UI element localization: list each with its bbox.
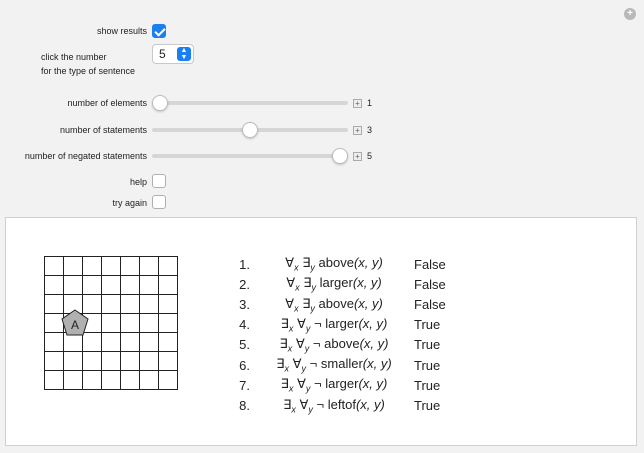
statement-row	[224, 335, 446, 355]
grid-cell	[121, 333, 140, 352]
grid-cell	[64, 371, 83, 390]
grid-cell	[83, 257, 102, 276]
grid-cell	[159, 314, 178, 333]
num-elements-row	[0, 96, 644, 110]
grid-cell	[159, 352, 178, 371]
num-statements-row	[0, 123, 644, 137]
try-again-checkbox[interactable]	[152, 195, 166, 209]
grid-cell	[121, 371, 140, 390]
statement-row	[224, 274, 446, 294]
statement-number: 2.	[239, 276, 250, 292]
sentence-type-row	[0, 0, 644, 80]
grid-cell	[140, 371, 159, 390]
num-negated-slider-thumb[interactable]	[332, 148, 348, 164]
sentence-type-select[interactable]	[152, 44, 194, 64]
statement-row	[224, 375, 446, 395]
num-elements-plus-icon[interactable]: +	[353, 99, 362, 108]
statement-result: True	[414, 357, 441, 373]
grid-cell	[121, 257, 140, 276]
statement-row	[224, 355, 446, 375]
statement-row	[224, 254, 446, 274]
statement-result: False	[414, 256, 446, 272]
grid-cell	[83, 371, 102, 390]
stepper-chevrons-icon: ▲ ▼	[177, 47, 191, 61]
grid-cell	[102, 333, 121, 352]
statement-formula: $\exists_x$ $\forall_y$ ¬ larger(x, y)	[280, 315, 388, 334]
show-results-label: show results	[96, 26, 147, 36]
try-again-row	[0, 195, 644, 211]
grid-cell	[159, 371, 178, 390]
statement-row	[224, 395, 446, 415]
help-label: help	[129, 177, 147, 187]
num-statements-slider-thumb[interactable]	[242, 122, 258, 138]
num-elements-slider-thumb[interactable]	[152, 95, 168, 111]
statement-number: 4.	[239, 317, 250, 333]
grid-cell	[64, 276, 83, 295]
num-elements-slider[interactable]	[152, 101, 348, 105]
grid-cell	[121, 352, 140, 371]
num-elements-value: 1	[367, 98, 373, 108]
sentence-type-value: 5	[159, 47, 166, 61]
statement-row	[224, 294, 446, 314]
num-statements-value: 3	[367, 125, 373, 135]
grid-cell	[45, 276, 64, 295]
grid-cell	[83, 352, 102, 371]
grid-cell	[102, 257, 121, 276]
num-negated-slider[interactable]	[152, 154, 348, 158]
statement-formula: $\forall_x$ $\exists_y$ above(x, y)	[285, 255, 383, 273]
grid-cell	[64, 352, 83, 371]
num-negated-row	[0, 149, 644, 163]
statement-number: 6.	[239, 357, 250, 373]
statement-number: 5.	[239, 337, 250, 353]
sentence-type-label-line1: click the number	[41, 52, 107, 62]
piece-label: A	[70, 318, 80, 332]
statement-formula: $\exists_x$ $\forall_y$ ¬ smaller(x, y)	[276, 356, 392, 374]
grid-cell	[102, 314, 121, 333]
sentence-type-label-line2: for the type of sentence	[41, 66, 136, 76]
help-checkbox[interactable]	[152, 174, 166, 188]
statement-result: True	[414, 397, 441, 413]
grid-cell	[102, 352, 121, 371]
grid-cell	[64, 257, 83, 276]
grid-cell	[140, 276, 159, 295]
grid-cell	[121, 314, 140, 333]
grid-cell	[121, 295, 140, 314]
try-again-label: try again	[112, 198, 147, 208]
statement-formula: $\exists_x$ $\forall_y$ ¬ above(x, y)	[279, 336, 389, 354]
help-row	[0, 174, 644, 190]
statement-number: 3.	[239, 296, 250, 312]
num-elements-label: number of elements	[67, 98, 147, 108]
grid-cell	[83, 276, 102, 295]
num-statements-label: number of statements	[59, 125, 147, 135]
grid-cell	[159, 257, 178, 276]
grid-cell	[140, 352, 159, 371]
statement-formula: $\forall_x$ $\exists_y$ larger(x, y)	[286, 275, 382, 294]
grid-cell	[45, 352, 64, 371]
statement-number: 7.	[239, 377, 250, 393]
grid-cell	[140, 257, 159, 276]
grid-cell	[45, 257, 64, 276]
statement-number: 1.	[239, 256, 250, 272]
grid-cell	[140, 333, 159, 352]
num-negated-value: 5	[367, 151, 373, 161]
element-piece	[61, 309, 89, 337]
statement-result: False	[414, 296, 446, 312]
statement-formula: $\exists_x$ $\forall_y$ ¬ leftof(x, y)	[283, 396, 385, 415]
statement-result: True	[414, 377, 441, 393]
num-statements-plus-icon[interactable]: +	[353, 126, 362, 135]
grid-cell	[102, 295, 121, 314]
grid-cell	[159, 276, 178, 295]
grid-cell	[102, 276, 121, 295]
grid-cell	[159, 333, 178, 352]
statement-formula: $\exists_x$ $\forall_y$ ¬ larger(x, y)	[280, 376, 388, 395]
num-negated-label: number of negated statements	[24, 151, 147, 161]
statement-row	[224, 315, 446, 335]
grid-cell	[159, 295, 178, 314]
grid-cell	[121, 276, 140, 295]
statement-result: True	[414, 337, 441, 353]
statement-result: False	[414, 276, 446, 292]
expand-icon[interactable]: +	[624, 8, 636, 20]
statement-number: 8.	[239, 397, 250, 413]
num-negated-plus-icon[interactable]: +	[353, 152, 362, 161]
grid-cell	[140, 295, 159, 314]
grid-cell	[45, 371, 64, 390]
output-panel	[5, 217, 637, 446]
grid-cell	[102, 371, 121, 390]
statement-formula: $\forall_x$ $\exists_y$ above(x, y)	[285, 295, 383, 314]
grid-cell	[140, 314, 159, 333]
statements-list	[224, 254, 446, 416]
statement-result: True	[414, 317, 441, 333]
